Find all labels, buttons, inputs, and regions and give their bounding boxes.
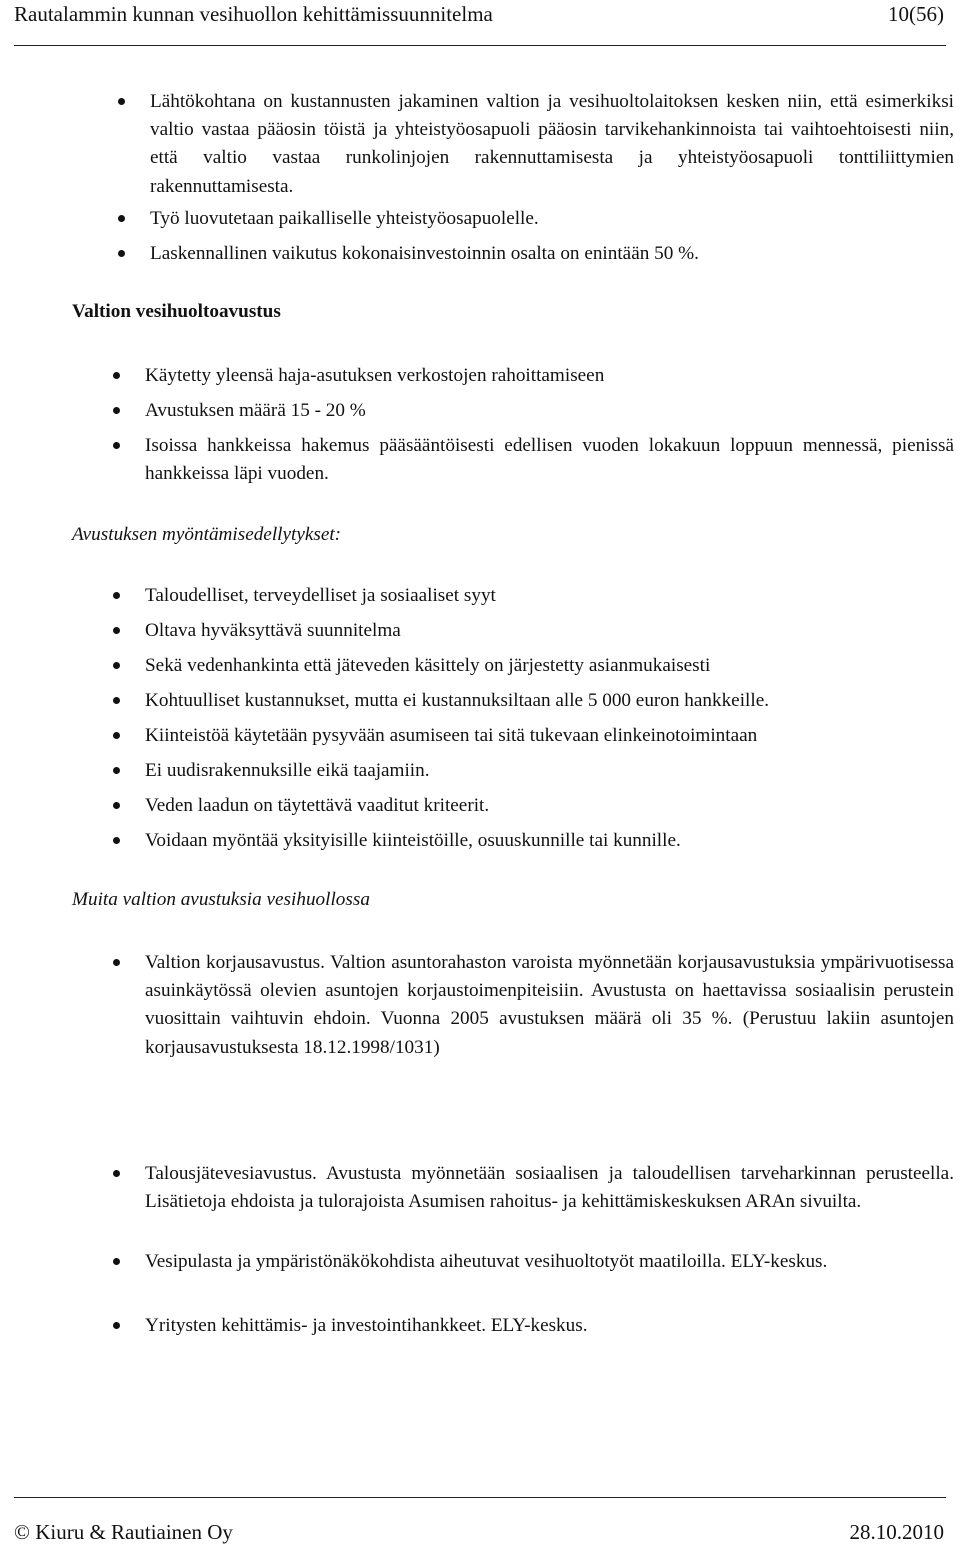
muita-bullet-3: Vesipulasta ja ympäristönäkökohdista aiheutuvat vesihuoltotyöt maatiloilla. ELY-keskus. <box>145 1248 954 1276</box>
section-heading-valtion: Valtion vesihuoltoavustus <box>72 301 281 322</box>
edellytys-bullet-1: Taloudelliset, terveydelliset ja sosiaaliset syyt <box>145 582 954 610</box>
intro-bullet-2: Työ luovutetaan paikalliselle yhteistyöosapuolelle. <box>150 205 954 233</box>
edellytys-bullet-6: Ei uudisrakennuksille eikä taajamiin. <box>145 757 954 785</box>
section-heading-edellytykset: Avustuksen myöntämisedellytykset: <box>72 524 342 545</box>
edellytys-bullet-8: Voidaan myöntää yksityisille kiinteistöille, osuuskunnille tai kunnille. <box>145 827 954 855</box>
muita-bullet-2: Talousjätevesiavustus. Avustusta myönnetään sosiaalisen ja taloudellisen tarveharkinnan perusteella. Lisätietoja ehdoista ja tulorajoista Asumisen rahoitus- ja kehittämiskeskuksen ARAn sivuilta. <box>145 1160 954 1216</box>
edellytys-bullet-4: Kohtuulliset kustannukset, mutta ei kustannuksiltaan alle 5 000 euron hankkeille. <box>145 687 954 715</box>
muita-bullet-4: Yritysten kehittämis- ja investointihankkeet. ELY-keskus. <box>145 1312 954 1340</box>
muita-bullet-1: Valtion korjausavustus. Valtion asuntorahaston varoista myönnetään korjausavustuksia ympärivuotisessa asuinkäytössä olevien asuntojen korjaustoimenpiteisiin. Avustusta on haettavissa sosiaalisin perustein vuosittain vaihtuvin ehdoin. Vuonna 2005 avustuksen määrä oli 35 %. (Perustuu lakiin asuntojen korjausavustuksesta 18.12.1998/1031) <box>145 949 954 1062</box>
edellytys-bullet-3: Sekä vedenhankinta että jäteveden käsittely on järjestetty asianmukaisesti <box>145 652 954 680</box>
valtion-bullet-1: Käytetty yleensä haja-asutuksen verkostojen rahoittamiseen <box>145 362 954 390</box>
page-header <box>14 2 944 32</box>
valtion-bullet-2: Avustuksen määrä 15 - 20 % <box>145 397 954 425</box>
header-page-number: 10(56) <box>888 2 944 26</box>
header-divider <box>14 45 946 46</box>
edellytys-bullet-5: Kiinteistöä käytetään pysyvään asumiseen tai sitä tukevaan elinkeinotoimintaan <box>145 722 954 750</box>
intro-bullet-3: Laskennallinen vaikutus kokonaisinvestoinnin osalta on enintään 50 %. <box>150 240 954 268</box>
header-title: Rautalammin kunnan vesihuollon kehittämissuunnitelma <box>14 2 493 26</box>
footer-divider <box>14 1497 946 1498</box>
edellytys-bullet-2: Oltava hyväksyttävä suunnitelma <box>145 617 954 645</box>
edellytys-bullet-7: Veden laadun on täytettävä vaaditut kriteerit. <box>145 792 954 820</box>
footer-copyright: © Kiuru & Rautiainen Oy <box>14 1520 233 1544</box>
valtion-bullet-3: Isoissa hankkeissa hakemus pääsääntöisesti edellisen vuoden lokakuun loppuun mennessä, pienissä hankkeissa läpi vuoden. <box>145 432 954 488</box>
section-heading-muita: Muita valtion avustuksia vesihuollossa <box>72 889 370 910</box>
footer-date: 28.10.2010 <box>849 1520 944 1544</box>
intro-bullet-1: Lähtökohtana on kustannusten jakaminen valtion ja vesihuoltolaitoksen kesken niin, että esimerkiksi valtio vastaa pääosin töistä ja yhteistyöosapuoli pääosin tarvikehankinnoista tai vaihtoehtoisesti niin, että valtio vastaa runkolinjojen rakennuttamisesta ja yhteistyöosapuoli tonttiliittymien rakennuttamisesta. <box>150 88 954 201</box>
